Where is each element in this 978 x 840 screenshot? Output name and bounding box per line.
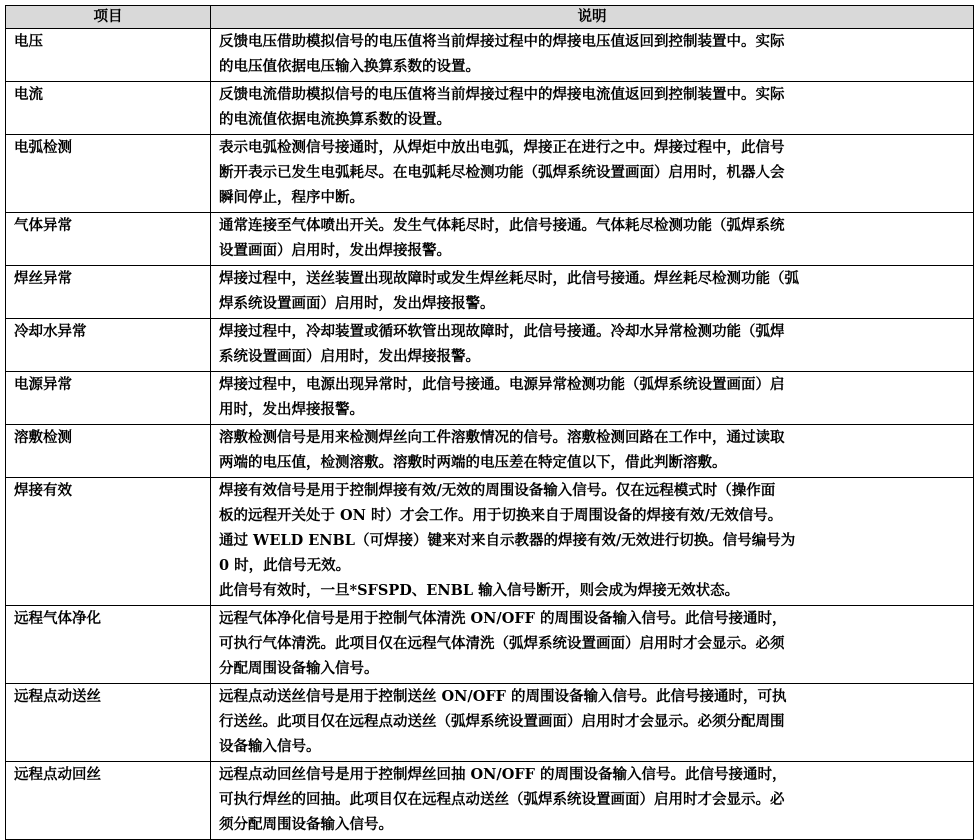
description-line: 0 时，此信号无效。 bbox=[219, 557, 351, 574]
table-row bbox=[6, 762, 974, 840]
description-line: 用时，发出焊接报警。 bbox=[219, 401, 364, 418]
description-line: 可执行焊丝的回抽。此项目仅在远程点动送丝（弧焊系统设置画面）启用时才会显示。必 bbox=[219, 791, 785, 808]
description-line: 设置画面）启用时，发出焊接报警。 bbox=[219, 242, 451, 259]
description-line: 的电压值依据电压输入换算系数的设置。 bbox=[219, 58, 480, 75]
row-item-name: 远程点动回丝 bbox=[6, 762, 211, 840]
description-line: 设备输入信号。 bbox=[219, 738, 321, 755]
row-item-name: 电源异常 bbox=[6, 372, 211, 425]
table-row bbox=[6, 319, 974, 372]
row-item-name: 溶敷检测 bbox=[6, 425, 211, 478]
table-row bbox=[6, 82, 974, 135]
table-row bbox=[6, 478, 974, 606]
description-line: 表示电弧检测信号接通时，从焊炬中放出电弧，焊接正在进行之中。焊接过程中，此信号 bbox=[219, 139, 785, 156]
description-line: 的电流值依据电流换算系数的设置。 bbox=[219, 111, 451, 128]
row-description bbox=[211, 606, 974, 684]
row-description bbox=[211, 319, 974, 372]
row-item-name: 电弧检测 bbox=[6, 135, 211, 213]
row-description bbox=[211, 135, 974, 213]
description-line: 两端的电压值，检测溶敷。溶敷时两端的电压差在特定值以下，借此判断溶敷。 bbox=[219, 454, 727, 471]
table-row bbox=[6, 266, 974, 319]
row-item-name: 电压 bbox=[6, 29, 211, 82]
row-description bbox=[211, 213, 974, 266]
description-line: 通过 WELD ENBL（可焊接）键来对来自示教器的焊接有效/无效进行切换。信号编号为 bbox=[219, 532, 796, 549]
description-line: 可执行气体清洗。此项目仅在远程气体清洗（弧焊系统设置画面）启用时才会显示。必须 bbox=[219, 635, 785, 652]
description-line: 焊接有效信号是用于控制焊接有效/无效的周围设备输入信号。仅在远程模式时（操作面 bbox=[219, 482, 776, 499]
row-item-name: 电流 bbox=[6, 82, 211, 135]
row-item-name: 焊接有效 bbox=[6, 478, 211, 606]
description-line: 通常连接至气体喷出开关。发生气体耗尽时，此信号接通。气体耗尽检测功能（弧焊系统 bbox=[219, 217, 785, 234]
description-line: 分配周围设备输入信号。 bbox=[219, 660, 379, 677]
description-line: 焊系统设置画面）启用时，发出焊接报警。 bbox=[219, 295, 495, 312]
description-line: 溶敷检测信号是用来检测焊丝向工件溶敷情况的信号。溶敷检测回路在工作中，通过读取 bbox=[219, 429, 785, 446]
description-line: 焊接过程中，冷却装置或循环软管出现故障时，此信号接通。冷却水异常检测功能（弧焊 bbox=[219, 323, 785, 340]
table-row bbox=[6, 684, 974, 762]
signal-description-table bbox=[5, 5, 974, 840]
description-line: 反馈电压借助模拟信号的电压值将当前焊接过程中的焊接电压值返回到控制装置中。实际 bbox=[219, 33, 785, 50]
row-item-name: 远程点动送丝 bbox=[6, 684, 211, 762]
row-description bbox=[211, 425, 974, 478]
table-row bbox=[6, 425, 974, 478]
row-description bbox=[211, 762, 974, 840]
row-item-name: 焊丝异常 bbox=[6, 266, 211, 319]
table-row bbox=[6, 606, 974, 684]
description-line: 行送丝。此项目仅在远程点动送丝（弧焊系统设置画面）启用时才会显示。必须分配周围 bbox=[219, 713, 785, 730]
description-line: 断开表示已发生电弧耗尽。在电弧耗尽检测功能（弧焊系统设置画面）启用时，机器人会 bbox=[219, 164, 785, 181]
row-item-name: 气体异常 bbox=[6, 213, 211, 266]
column-header-description: 说明 bbox=[211, 6, 974, 29]
row-description bbox=[211, 372, 974, 425]
column-header-item: 项目 bbox=[6, 6, 211, 29]
row-description bbox=[211, 29, 974, 82]
row-item-name: 冷却水异常 bbox=[6, 319, 211, 372]
description-line: 焊接过程中，电源出现异常时，此信号接通。电源异常检测功能（弧焊系统设置画面）启 bbox=[219, 376, 785, 393]
description-line: 板的远程开关处于 ON 时）才会工作。用于切换来自于周围设备的焊接有效/无效信号。 bbox=[219, 507, 783, 524]
row-item-name: 远程气体净化 bbox=[6, 606, 211, 684]
table-row bbox=[6, 135, 974, 213]
row-description bbox=[211, 478, 974, 606]
description-line: 焊接过程中，送丝装置出现故障时或发生焊丝耗尽时，此信号接通。焊丝耗尽检测功能（弧 bbox=[219, 270, 799, 287]
description-line: 系统设置画面）启用时，发出焊接报警。 bbox=[219, 348, 480, 365]
description-line: 此信号有效时，一旦*SFSPD、ENBL 输入信号断开，则会成为焊接无效状态。 bbox=[219, 582, 740, 599]
description-line: 远程气体净化信号是用于控制气体清洗 ON/OFF 的周围设备输入信号。此信号接通时， bbox=[219, 610, 787, 627]
row-description bbox=[211, 266, 974, 319]
description-line: 远程点动回丝信号是用于控制焊丝回抽 ON/OFF 的周围设备输入信号。此信号接通时， bbox=[219, 766, 787, 783]
table-row bbox=[6, 29, 974, 82]
description-line: 远程点动送丝信号是用于控制送丝 ON/OFF 的周围设备输入信号。此信号接通时，可执 bbox=[219, 688, 787, 705]
table-row bbox=[6, 213, 974, 266]
table-body bbox=[6, 29, 974, 840]
description-line: 瞬间停止，程序中断。 bbox=[219, 189, 364, 206]
description-line: 反馈电流借助模拟信号的电压值将当前焊接过程中的焊接电流值返回到控制装置中。实际 bbox=[219, 86, 785, 103]
table-row bbox=[6, 372, 974, 425]
description-line: 须分配周围设备输入信号。 bbox=[219, 816, 393, 833]
row-description bbox=[211, 82, 974, 135]
table-header-row bbox=[6, 6, 974, 29]
row-description bbox=[211, 684, 974, 762]
